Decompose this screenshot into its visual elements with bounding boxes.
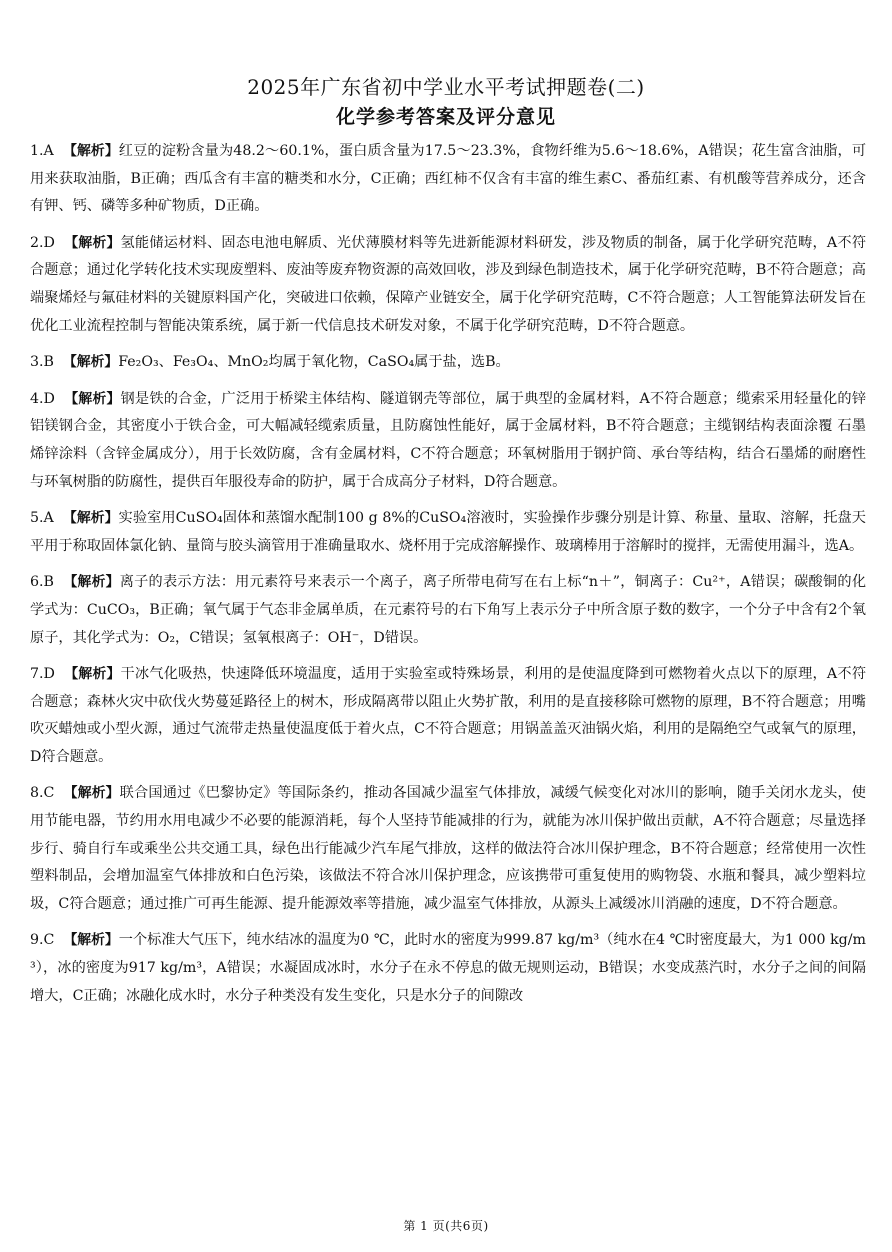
answer-item-5 [30,505,866,560]
question-number: 6.B [30,574,54,591]
question-number: 3.B [30,354,54,371]
question-number: 2.D [30,234,55,251]
answer-item-1 [30,138,866,221]
question-number: 1.A [30,143,54,159]
analysis-tag: 【解析】 [63,354,119,371]
analysis-tag: 【解析】 [63,510,119,527]
analysis-text: Fe₂O₃、Fe₃O₄、MnO₂均属于氧化物，CaSO₄属于盐，选B。 [118,354,510,371]
analysis-text: 联合国通过《巴黎协定》等国际条约，推动各国减少温室气体排放，减缓气候变化对冰川的影响，随手关闭水龙头，使用节能电器，节约用水用电减少不必要的能源消耗，每个人坚持节能减排的行为，就能为冰川保护做出贡献，A不符合题意；尽量选择步行、骑自行车或乘坐公共交通工具，绿色出行能减少汽车尾气排放，这样的做法符合冰川保护理念，B不符合题意；经常使用一次性塑料制品，会增加温室气体排放和白色污染，该做法不符合冰川保护理念，应该携带可重复使用的购物袋、水瓶和餐具，减少塑料垃圾，C符合题意；通过推广可再生能源、提升能源效率等措施，减少温室气体排放，从源头上减缓冰川消融的速度，D不符合题意。 [30,785,866,912]
answer-item-3 [30,349,866,377]
analysis-tag: 【解析】 [63,785,120,802]
page-footer: 第 1 页(共6页) [403,1219,489,1233]
answer-item-2 [30,230,866,340]
analysis-text: 一个标准大气压下，纯水结冰的温度为0 ℃，此时水的密度为999.87 kg/m³（纯水在4 ℃时密度最大，为1 000 kg/m³），冰的密度为917 kg/m³，A错误；水凝固成冰时，水分子在永不停息的做无规则运动，B错误；水变成蒸汽时，水分子之间的间隔增大，C正确；冰融化成水时，水分子种类没有发生变化，只是水分子的间隙改 [30,932,867,1004]
analysis-text: 红豆的淀粉含量为48.2～60.1%，蛋白质含量为17.5～23.3%，食物纤维为5.6～18.6%，A错误；花生富含油脂，可用来获取油脂，B正确；西瓜含有丰富的糖类和水分，C正确；西红柿不仅含有丰富的维生素C、番茄红素、有机酸等营养成分，还含有钾、钙、磷等多种矿物质，D正确。 [30,143,867,215]
analysis-tag: 【解析】 [64,666,121,683]
answer-item-6 [30,569,866,652]
analysis-text: 离子的表示方法：用元素符号来表示一个离子，离子所带电荷写在右上标“n＋”，铜离子：Cu²⁺，A错误；碳酸铜的化学式为：CuCO₃，B正确；氧气属于气态非金属单质，在元素符号的右下角写上表示分子中所含原子数的数字，一个分子中含有2个氧原子，其化学式为：O₂，C错误；氢氧根离子：OH⁻，D错误。 [30,574,867,646]
question-number: 7.D [30,666,55,683]
analysis-text: 钢是铁的合金，广泛用于桥梁主体结构、隧道钢壳等部位，属于典型的金属材料，A不符合题意；缆索采用轻量化的锌铝镁钢合金，其密度小于铁合金，可大幅减轻缆索质量，且防腐蚀性能好，属于金属材料，B不符合题意；主缆钢结构表面涂覆 石墨烯锌涂料（含锌金属成分），用于长效防腐，含有金属材料，C不符合题意；环氧树脂用于钢护筒、承台等结构，结合石墨烯的耐磨性与环氧树脂的防腐性，提供百年服役寿命的防护，属于合成高分子材料，D符合题意。 [30,390,867,490]
analysis-tag: 【解析】 [64,234,121,251]
answer-item-7 [30,661,866,771]
answer-item-8 [30,780,866,918]
question-number: 9.C [30,932,55,949]
answer-item-9 [30,927,866,1010]
analysis-tag: 【解析】 [63,932,119,949]
question-number: 5.A [30,510,54,527]
analysis-text: 氢能储运材料、固态电池电解质、光伏薄膜材料等先进新能源材料研发，涉及物质的制备，属于化学研究范畴，A不符合题意；通过化学转化技术实现废塑料、废油等废弃物资源的高效回收，涉及到绿色制造技术，属于化学研究范畴，B不符合题意；高端聚烯烃与氟硅材料的关键原料国产化，突破进口依赖，保障产业链安全，属于化学研究范畴，C不符合题意；人工智能算法研发旨在优化工业流程控制与智能决策系统，属于新一代信息技术研发对象，不属于化学研究范畴，D不符合题意。 [30,234,867,334]
question-number: 4.D [30,390,55,407]
answer-item-4 [30,386,866,496]
question-number: 8.C [30,785,55,802]
analysis-tag: 【解析】 [64,390,121,407]
answer-list [30,138,866,1019]
document-subtitle: 化学参考答案及评分意见 [335,106,556,128]
analysis-text: 干冰气化吸热，快速降低环境温度，适用于实验室或特殊场景，利用的是使温度降到可燃物着火点以下的原理，A不符合题意；森林火灾中砍伐火势蔓延路径上的树木，形成隔离带以阻止火势扩散，利用的是直接移除可燃物的原理，B不符合题意；用嘴吹灭蜡烛或小型火源，通过气流带走热量使温度低于着火点，C不符合题意；用锅盖盖灭油锅火焰，利用的是隔绝空气或氧气的原理，D符合题意。 [30,666,867,765]
analysis-tag: 【解析】 [63,143,119,159]
analysis-text: 实验室用CuSO₄固体和蒸馏水配制100 g 8%的CuSO₄溶液时，实验操作步骤分别是计算、称量、量取、溶解，托盘天平用于称取固体氯化钠、量筒与胶头滴管用于准确量取水、烧杯用于完成溶解操作、玻璃棒用于溶解时的搅拌，无需使用漏斗，选A。 [30,510,866,554]
document-title: 2025年广东省初中学业水平考试押题卷(二) [247,75,645,99]
analysis-tag: 【解析】 [63,574,120,591]
